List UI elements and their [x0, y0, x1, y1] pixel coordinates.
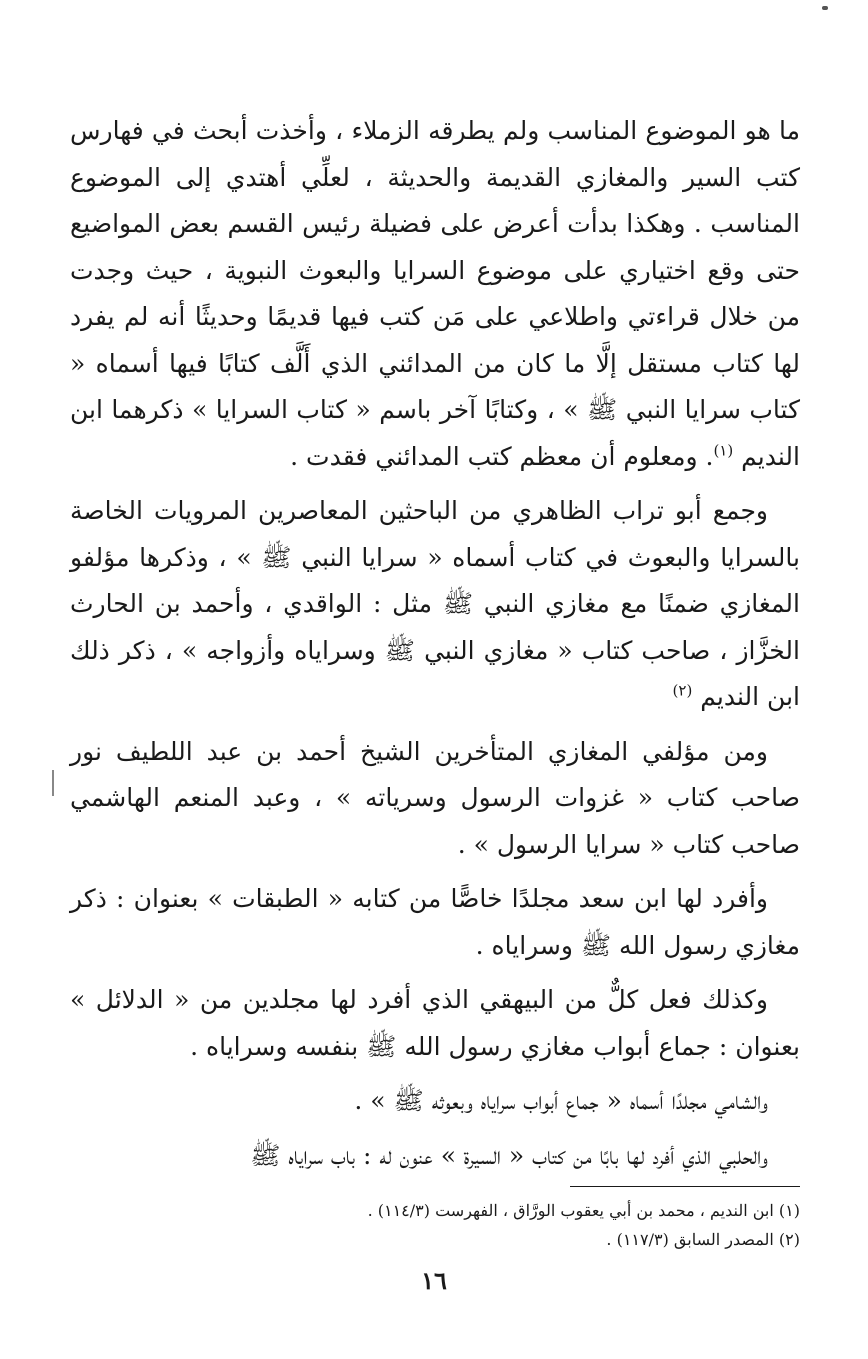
scan-mark [822, 6, 828, 10]
paragraph-2 [70, 488, 800, 721]
page-number: ١٦ [421, 1266, 447, 1295]
footnote-ref-2: (٢) [672, 681, 693, 700]
paragraph-1 [70, 108, 800, 480]
paragraph-text: وكذلك فعل كلٌّ من البيهقي الذي أفرد لها مجلدين من « الدلائل » بعنوان : جماع أبواب مغازي رسول الله ﷺ بنفسه وسراياه . [70, 985, 800, 1061]
paragraph-6 [70, 1078, 800, 1125]
main-text [70, 108, 800, 1179]
footnote-1: (١) ابن النديم ، محمد بن أبي يعقوب الورَّاق ، الفهرست (١١٤/٣) . [367, 1201, 800, 1220]
footnotes [70, 1196, 800, 1254]
footnote-2: (٢) المصدر السابق (١١٧/٣) . [606, 1230, 800, 1249]
footnote-divider [570, 1186, 800, 1187]
paragraph-text: وأفرد لها ابن سعد مجلدًا خاصًّا من كتابه « الطبقات » بعنوان : ذكر مغازي رسول الله ﷺ وسراياه . [70, 884, 800, 960]
paragraph-text: والحلبي الذي أفرد لها بابًا من كتاب « السيرة » عنون له : باب سراياه ﷺ [250, 1140, 768, 1170]
paragraph-text: ما هو الموضوع المناسب ولم يطرقه الزملاء ، وأخذت أبحث في فهارس كتب السير والمغازي القديمة والحديثة ، لعلِّي أهتدي إلى الموضوع المناسب . وهكذا بدأت أعرض على فضيلة رئيس القسم بعض المواضيع حتى وقع اختياري على موضوع السرايا والبعوث النبوية ، حيث وجدت من خلال قراءتي واطلاعي على مَن كتب فيها قديمًا وحديثًا أنه لم يفرد لها كتاب مستقل إلَّا ما كان من المدائني الذي أَلَّف كتابًا فيها أسماه « كتاب سرايا النبي ﷺ » ، وكتابًا آخر باسم « كتاب السرايا » ذكرهما ابن النديم [70, 116, 800, 471]
footnote-ref-1: (١) [713, 441, 734, 460]
margin-mark [52, 770, 54, 796]
paragraph-text: ومن مؤلفي المغازي المتأخرين الشيخ أحمد بن عبد اللطيف نور صاحب كتاب « غزوات الرسول وسرياته » ، وعبد المنعم الهاشمي صاحب كتاب « سرايا الرسول » . [70, 736, 800, 859]
paragraph-5 [70, 977, 800, 1070]
paragraph-tail: . ومعلوم أن معظم كتب المدائني فقدت . [290, 441, 714, 471]
paragraph-text: وجمع أبو تراب الظاهري من الباحثين المعاصرين المرويات الخاصة بالسرايا والبعوث في كتاب أسماه « سرايا النبي ﷺ » ، وذكرها مؤلفو المغازي ضمنًا مع مغازي النبي ﷺ مثل : الواقدي ، وأحمد بن الحارث الخزَّاز ، صاحب كتاب « مغازي النبي ﷺ وسراياه وأزواجه » ، ذكر ذلك ابن النديم [70, 496, 800, 711]
paragraph-4 [70, 876, 800, 969]
paragraph-3 [70, 729, 800, 869]
paragraph-7 [70, 1133, 800, 1180]
paragraph-text: والشامي مجلدًا أسماه « جماع أبواب سراياه وبعوثه ﷺ » . [354, 1086, 768, 1115]
